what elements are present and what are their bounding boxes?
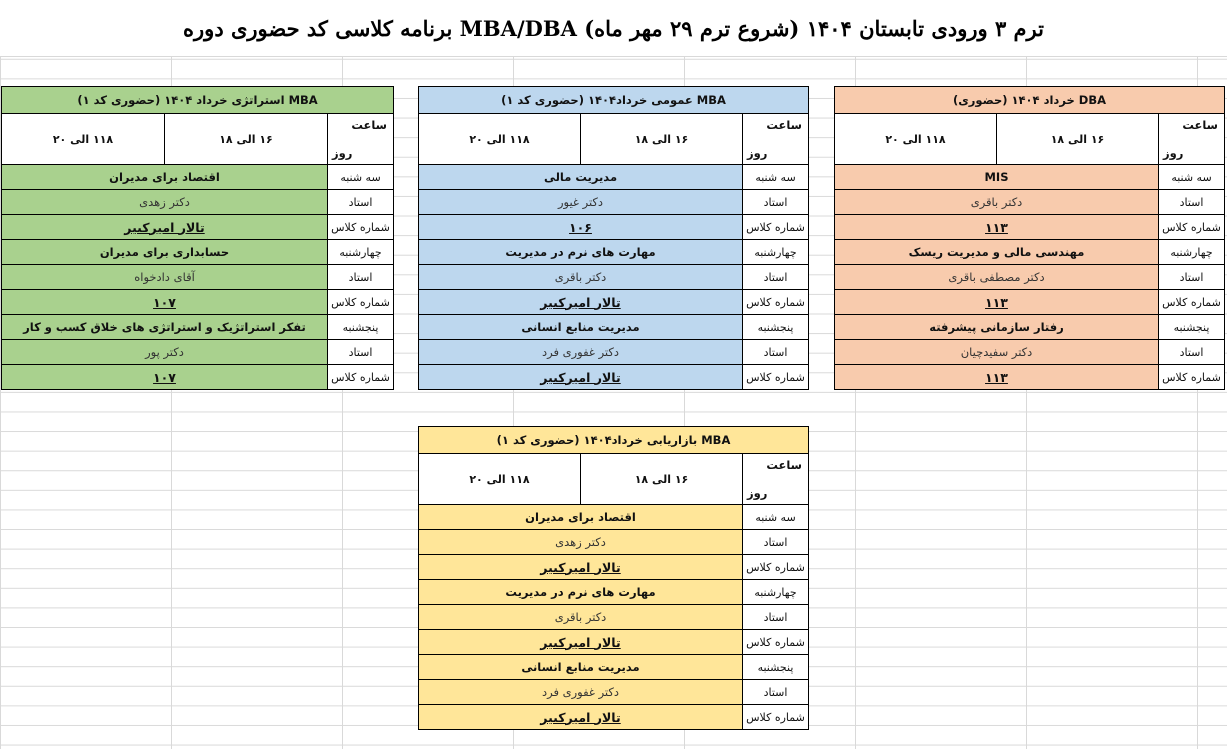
table-row	[419, 605, 809, 630]
day-name: چهارشنبه	[328, 240, 394, 265]
course-name: مهندسی مالی و مدیریت ریسک	[835, 240, 1159, 265]
room-number: تالار امیرکبیر	[419, 290, 743, 315]
teacher-name: آقای دادخواه	[2, 265, 328, 290]
teacher-name: دکتر باقری	[419, 265, 743, 290]
day-label: روز	[1163, 146, 1184, 160]
room-number: ۱۱۳	[835, 215, 1159, 240]
table-row	[835, 340, 1225, 365]
table-row	[419, 190, 809, 215]
course-name: اقتصاد برای مدیران	[419, 505, 743, 530]
schedule-table-dba	[834, 86, 1225, 390]
teacher-label: استاد	[1159, 340, 1225, 365]
table-header: DBA خرداد ۱۴۰۴ (حضوری)	[835, 87, 1225, 114]
day-name: پنجشنبه	[1159, 315, 1225, 340]
table-row	[419, 630, 809, 655]
room-number: ۱۰۷	[2, 290, 328, 315]
table-row	[2, 315, 394, 340]
table-header: MBA بازاریابی خرداد۱۴۰۴ (حضوری کد ۱)	[419, 427, 809, 454]
slot-header-18-20: ۱۱۸ الی ۲۰	[2, 114, 165, 165]
day-name: پنجشنبه	[743, 655, 809, 680]
slot-header-16-18: ۱۶ الی ۱۸	[997, 114, 1159, 165]
day-name: چهارشنبه	[743, 580, 809, 605]
teacher-name: دکتر باقری	[835, 190, 1159, 215]
room-label: شماره کلاس	[743, 290, 809, 315]
day-label: روز	[747, 486, 768, 500]
table-row	[419, 340, 809, 365]
room-label: شماره کلاس	[328, 215, 394, 240]
slot-header-18-20: ۱۱۸ الی ۲۰	[419, 114, 581, 165]
room-number: تالار امیرکبیر	[419, 555, 743, 580]
table-row	[835, 365, 1225, 390]
table-row	[2, 215, 394, 240]
course-name: رفتار سازمانی پیشرفته	[835, 315, 1159, 340]
course-name: MIS	[835, 165, 1159, 190]
table-row	[419, 290, 809, 315]
hour-day-corner	[1159, 114, 1225, 165]
table-row	[2, 365, 394, 390]
table-row	[419, 580, 809, 605]
teacher-name: دکتر مصطفی باقری	[835, 265, 1159, 290]
table-row	[419, 240, 809, 265]
table-row	[835, 315, 1225, 340]
slot-header-16-18: ۱۶ الی ۱۸	[581, 114, 743, 165]
room-number: تالار امیرکبیر	[419, 365, 743, 390]
room-label: شماره کلاس	[1159, 365, 1225, 390]
table-row	[835, 215, 1225, 240]
table-row	[419, 315, 809, 340]
table-row	[419, 655, 809, 680]
table-row	[419, 705, 809, 730]
course-name: تفکر استراتژیک و استراتژی های خلاق کسب و کار	[2, 315, 328, 340]
room-label: شماره کلاس	[328, 365, 394, 390]
table-row	[419, 365, 809, 390]
day-name: چهارشنبه	[743, 240, 809, 265]
teacher-name: دکتر باقری	[419, 605, 743, 630]
teacher-label: استاد	[743, 190, 809, 215]
teacher-label: استاد	[1159, 265, 1225, 290]
room-number: تالار امیرکبیر	[419, 630, 743, 655]
day-name: سه شنبه	[743, 165, 809, 190]
table-row	[419, 265, 809, 290]
schedule-table-mba_marketing	[418, 426, 809, 730]
course-name: حسابداری برای مدیران	[2, 240, 328, 265]
schedule-table-mba_strategy	[1, 86, 394, 390]
table-row	[2, 240, 394, 265]
table-row	[835, 165, 1225, 190]
day-name: چهارشنبه	[1159, 240, 1225, 265]
room-label: شماره کلاس	[743, 630, 809, 655]
teacher-name: دکتر زهدی	[419, 530, 743, 555]
schedule-table-mba_general	[418, 86, 809, 390]
day-name: پنجشنبه	[743, 315, 809, 340]
teacher-label: استاد	[743, 265, 809, 290]
room-number: ۱۱۳	[835, 365, 1159, 390]
room-label: شماره کلاس	[743, 555, 809, 580]
teacher-name: دکتر پور	[2, 340, 328, 365]
day-name: سه شنبه	[743, 505, 809, 530]
teacher-label: استاد	[743, 605, 809, 630]
course-name: اقتصاد برای مدیران	[2, 165, 328, 190]
teacher-name: دکتر غفوری فرد	[419, 340, 743, 365]
teacher-label: استاد	[328, 340, 394, 365]
day-label: روز	[747, 146, 768, 160]
course-name: مهارت های نرم در مدیریت	[419, 240, 743, 265]
table-row	[835, 290, 1225, 315]
hour-label: ساعت	[766, 118, 802, 132]
table-header: MBA عمومی خرداد۱۴۰۴ (حضوری کد ۱)	[419, 87, 809, 114]
teacher-name: دکتر زهدی	[2, 190, 328, 215]
table-row	[2, 265, 394, 290]
day-name: پنجشنبه	[328, 315, 394, 340]
teacher-name: دکتر سفیدچیان	[835, 340, 1159, 365]
slot-header-16-18: ۱۶ الی ۱۸	[581, 454, 743, 505]
day-label: روز	[332, 146, 353, 160]
teacher-label: استاد	[743, 680, 809, 705]
hour-day-corner	[328, 114, 394, 165]
table-row	[419, 215, 809, 240]
room-number: تالار امیرکبیر	[2, 215, 328, 240]
hour-label: ساعت	[766, 458, 802, 472]
table-row	[2, 340, 394, 365]
hour-day-corner	[743, 454, 809, 505]
table-row	[835, 190, 1225, 215]
teacher-name: دکتر غفوری فرد	[419, 680, 743, 705]
teacher-label: استاد	[328, 265, 394, 290]
room-label: شماره کلاس	[1159, 215, 1225, 240]
room-label: شماره کلاس	[1159, 290, 1225, 315]
table-row	[835, 240, 1225, 265]
table-row	[2, 190, 394, 215]
course-name: مدیریت منابع انسانی	[419, 315, 743, 340]
table-row	[2, 290, 394, 315]
table-header: MBA استراتژی خرداد ۱۴۰۴ (حضوری کد ۱)	[2, 87, 394, 114]
teacher-label: استاد	[328, 190, 394, 215]
room-number: ۱۱۳	[835, 290, 1159, 315]
course-name: مدیریت منابع انسانی	[419, 655, 743, 680]
slot-header-18-20: ۱۱۸ الی ۲۰	[419, 454, 581, 505]
room-label: شماره کلاس	[328, 290, 394, 315]
table-row	[419, 530, 809, 555]
table-row	[419, 505, 809, 530]
day-name: سه شنبه	[1159, 165, 1225, 190]
table-row	[419, 680, 809, 705]
page-title: برنامه کلاسی کد حضوری دوره MBA/DBA ترم ۳ ورودی تابستان ۱۴۰۴ (شروع ترم ۲۹ مهر ماه)	[0, 0, 1227, 57]
room-number: ۱۰۶	[419, 215, 743, 240]
teacher-label: استاد	[743, 340, 809, 365]
table-row	[419, 165, 809, 190]
slot-header-16-18: ۱۶ الی ۱۸	[165, 114, 328, 165]
table-row	[2, 165, 394, 190]
hour-day-corner	[743, 114, 809, 165]
room-label: شماره کلاس	[743, 215, 809, 240]
room-number: تالار امیرکبیر	[419, 705, 743, 730]
teacher-name: دکتر غیور	[419, 190, 743, 215]
slot-header-18-20: ۱۱۸ الی ۲۰	[835, 114, 997, 165]
teacher-label: استاد	[1159, 190, 1225, 215]
teacher-label: استاد	[743, 530, 809, 555]
hour-label: ساعت	[351, 118, 387, 132]
room-label: شماره کلاس	[743, 365, 809, 390]
room-label: شماره کلاس	[743, 705, 809, 730]
course-name: مهارت های نرم در مدیریت	[419, 580, 743, 605]
table-row	[835, 265, 1225, 290]
day-name: سه شنبه	[328, 165, 394, 190]
hour-label: ساعت	[1182, 118, 1218, 132]
room-number: ۱۰۷	[2, 365, 328, 390]
course-name: مدیریت مالی	[419, 165, 743, 190]
table-row	[419, 555, 809, 580]
